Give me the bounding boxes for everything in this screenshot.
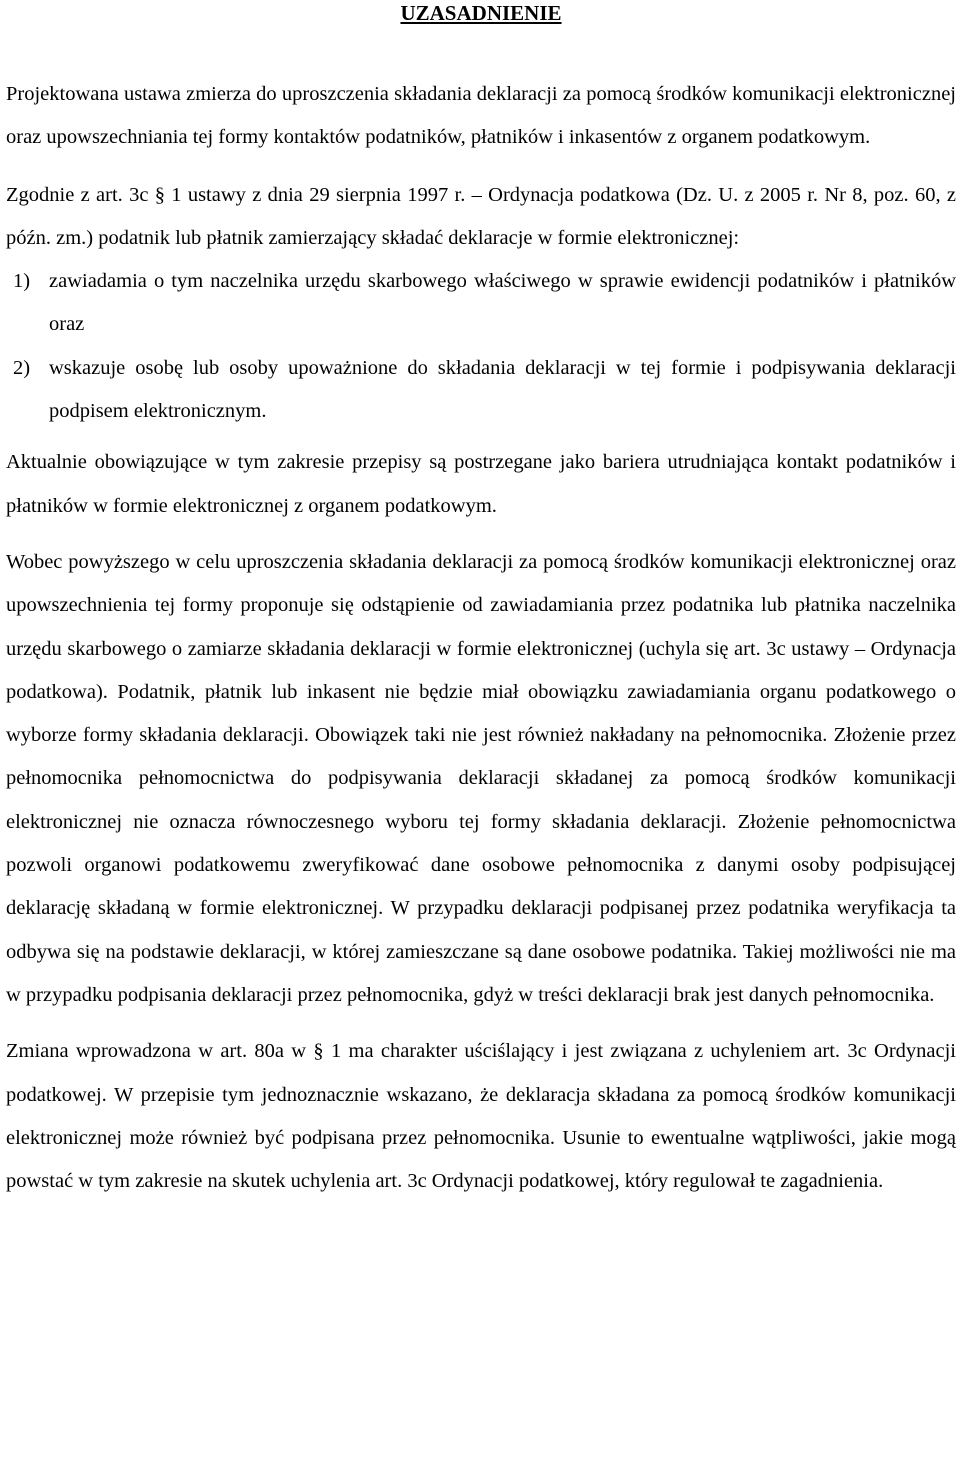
paragraph-current-barrier: Aktualnie obowiązujące w tym zakresie przepisy są postrzegane jako bariera utrudniająca kontakt podatników i płatników w formie elektronicznej z organem podatkowym.: [6, 451, 956, 517]
list-item-number: 1): [13, 270, 31, 293]
paragraph-legal-basis: Zgodnie z art. 3c § 1 ustawy z dnia 29 sierpnia 1997 r. – Ordynacja podatkowa (Dz. U. z 2005 r. Nr 8, poz. 60, z późn. zm.) podatnik lub płatnik zamierzający składać deklaracje w formie elektronicznej:: [6, 183, 956, 249]
paragraph-purpose: Projektowana ustawa zmierza do uproszczenia składania deklaracji za pomocą środków komunikacji elektronicznej oraz upowszechniania tej formy kontaktów podatników, płatników i inkasentów z organem podatkowym.: [6, 83, 956, 149]
list-item: [6, 260, 956, 347]
list-item: [6, 347, 956, 434]
list-item-number: 2): [13, 356, 31, 379]
paragraph-proposal: Wobec powyższego w celu uproszczenia składania deklaracji za pomocą środków komunikacji elektronicznej oraz upowszechnienia tej formy proponuje się odstąpienie od zawiadamiania przez podatnika lub płatnika naczelnika urzędu skarbowego o zamiarze składania deklaracji w formie elektronicznej (uchyla się art. 3c ustawy – Ordynacja podatkowa). Podatnik, płatnik lub inkasent nie będzie miał obowiązku zawiadamiania organu podatkowego o wyborze formy składania deklaracji. Obowiązek taki nie jest również nakładany na pełnomocnika. Złożenie przez pełnomocnika pełnomocnictwa do podpisywania deklaracji składanej za pomocą środków komunikacji elektronicznej nie oznacza równoczesnego wyboru tej formy składania deklaracji. Złożenie pełnomocnictwa pozwoli organowi podatkowemu zweryfikować dane osobowe pełnomocnika z danymi osoby podpisującej deklarację składaną w formie elektronicznej. W przypadku deklaracji podpisanej przez podatnika weryfikacja ta odbywa się na podstawie deklaracji, w której zamieszczane są dane osobowe podatnika. Takiej możliwości nie ma w przypadku podpisania deklaracji przez pełnomocnika, gdyż w treści deklaracji brak jest danych pełnomocnika.: [6, 550, 956, 1006]
list-item-text: zawiadamia o tym naczelnika urzędu skarbowego właściwego w sprawie ewidencji podatników i płatników oraz: [49, 270, 956, 336]
paragraph-art-80a: Zmiana wprowadzona w art. 80a w § 1 ma charakter uściślający i jest związana z uchyleniem art. 3c Ordynacji podatkowej. W przepisie tym jednoznacznie wskazano, że deklaracja składana za pomocą środków komunikacji elektronicznej może również być podpisana przez pełnomocnika. Usunie to ewentualne wątpliwości, jakie mogą powstać w tym zakresie na skutek uchylenia art. 3c Ordynacji podatkowej, który regulował te zagadnienia.: [6, 1040, 956, 1193]
document-title: UZASADNIENIE: [400, 1, 562, 25]
obligations-list: [6, 260, 956, 433]
list-item-text: wskazuje osobę lub osoby upoważnione do składania deklaracji w tej formie i podpisywania deklaracji podpisem elektronicznym.: [49, 356, 956, 423]
document-page: [6, 0, 956, 1203]
